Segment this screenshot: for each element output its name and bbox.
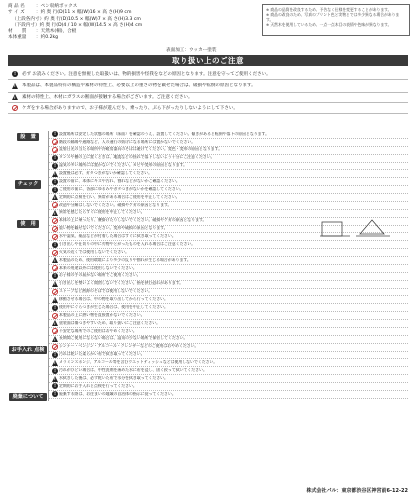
section-label — [8, 178, 48, 217]
prohibited-icon — [51, 344, 59, 350]
precaution-text: 使用中にぐらつきが生じた場合は、使用を中止してください。 — [59, 304, 168, 309]
warning-row — [8, 93, 408, 104]
precaution-text: 直射日光の当たる場所や冷暖房器具のそばは避けてください。変色・変形の原因となります。 — [59, 147, 223, 152]
precaution-text: 引き出しや仕切りの中に刃物やとがったものを入れる場合はご注意ください。 — [59, 241, 196, 246]
precaution-line — [49, 202, 408, 210]
precaution-text: 階段の踊場や通路など、人の通行の妨げになる場所には置かないでください。 — [59, 139, 196, 144]
precaution-section — [8, 131, 408, 178]
precaution-text: 設置の前に、本体にキズや汚れ、割れなどがないかご確認ください。 — [59, 178, 180, 183]
product-note-box — [262, 4, 410, 36]
precaution-line — [49, 163, 408, 171]
prohibited-icon — [51, 234, 59, 240]
prohibited-icon — [51, 266, 59, 272]
section-label — [8, 131, 48, 178]
section-tag: 使 用 — [17, 220, 39, 228]
precaution-line — [49, 273, 408, 281]
precaution-text: タンスや棚の上に置くときは、地震などの揺れで落下しないよう十分にご注意ください。 — [59, 155, 215, 160]
precaution-text: 重い物を載せないでください。変形や破損の原因となります。 — [59, 226, 168, 231]
precaution-line — [49, 352, 408, 360]
precaution-text: 設置後は必ず、ガタつきがないか確認してください。 — [59, 171, 153, 176]
precaution-line — [49, 241, 408, 249]
prohibited-icon — [51, 218, 59, 224]
section-tag: お手入れ 点検 — [9, 346, 48, 354]
precaution-section — [8, 344, 408, 391]
precaution-text: 汚れがひどい場合は、中性洗剤を薄めた水に布を浸し、固く絞って拭いてください。 — [59, 367, 207, 372]
precaution-line — [49, 281, 408, 289]
warning-text: 素材の特性上、木材にガラスの断面が接触する場合がございます。ご注意ください。 — [22, 95, 193, 101]
precaution-line — [49, 312, 408, 320]
spec-lower-size: （下段内寸） 約 奥 行(D)4 / 10 × 幅(W)14.5 × 高 さ(H)4 cm — [12, 22, 143, 28]
warning-row — [8, 80, 408, 93]
precaution-text: 定期的に点検を行い、異常がある場合はご使用を中止してください。 — [59, 194, 180, 199]
precaution-text: 水拭きした後は、必ず乾いた布で水分を拭き取ってください。 — [59, 375, 168, 380]
spec-finish: 表面加工：ウッカー塗装 — [166, 48, 217, 53]
precaution-section — [8, 178, 408, 217]
mandatory-icon: ! — [51, 187, 59, 193]
warning-text: 本製品は、本製品特有の構造や素材の特性上、必要以上の重さの物を載せた場合は、破損や転倒の原因となります。 — [22, 82, 256, 88]
section-label — [8, 344, 48, 391]
precaution-text: 水や湿気、薬品などが付着した場合はすぐに拭き取ってください。 — [59, 234, 176, 239]
section-body — [48, 131, 408, 178]
mandatory-icon: ! — [51, 392, 59, 398]
precaution-line — [49, 139, 408, 147]
prohibited-icon — [51, 203, 59, 209]
precaution-line — [49, 383, 408, 391]
precaution-text: ストーブなど熱源のそばでは使用しないでください。 — [59, 289, 153, 294]
precaution-line — [49, 147, 408, 155]
spec-material: 材 質 ：天然木(桐)，合板 — [8, 29, 77, 35]
precaution-text: 本製品の上に熱い物を直接置かないでください。 — [59, 312, 145, 317]
prohibited-icon — [51, 289, 59, 295]
spec-product-name: 商 品 名 ：ペン収納ボックス — [8, 4, 78, 9]
note-line: ※ 天然木を使用しているため、一点一点木目の表情や色味が異なります。 — [266, 22, 392, 28]
precaution-line — [49, 249, 408, 257]
mandatory-icon: ! — [51, 273, 59, 279]
mandatory-icon: ! — [51, 179, 59, 185]
precaution-line — [49, 359, 408, 367]
section-tag: 設 置 — [17, 133, 39, 141]
precaution-line — [49, 344, 408, 352]
precaution-sections — [8, 131, 408, 401]
section-tag: チェック — [15, 180, 42, 188]
precaution-line — [49, 304, 408, 312]
precaution-text: 塗装面は傷つきやすいため、取り扱いにご注意ください。 — [59, 320, 160, 325]
section-body — [48, 391, 408, 401]
precaution-line — [49, 391, 408, 399]
precaution-text: 火気の近くでは使用しないでください。 — [59, 249, 130, 254]
precaution-line — [49, 367, 408, 375]
prohibited-icon — [51, 250, 59, 256]
prohibited-icon — [51, 313, 59, 319]
caution-icon: ! — [51, 210, 59, 216]
general-warnings — [8, 69, 408, 114]
warning-row — [8, 103, 408, 114]
precaution-text: 引き出しを勢いよく開閉しないでください。指を挟む恐れがあります。 — [59, 281, 184, 286]
precaution-section — [8, 391, 408, 401]
mandatory-icon: ! — [51, 163, 59, 169]
section-tag: 廃棄について — [9, 393, 46, 401]
prohibited-icon — [51, 140, 59, 146]
caution-icon: ! — [51, 321, 59, 327]
spec-upper-size: （上段各内寸） 約 奥 行(D)10.5 × 幅(W)7 × 高 さ(H)3.3 cm — [12, 16, 141, 22]
prohibited-icon — [51, 329, 59, 335]
precaution-text: シンナー・ベンジン・アルコール・クレンザーなどのご使用はおやめください。 — [59, 344, 199, 349]
precaution-line — [49, 375, 408, 383]
caution-icon: ! — [51, 258, 59, 264]
mandatory-icon: ! — [51, 155, 59, 161]
spec-size: サ イ ズ ：約 奥 行(D)11 × 幅(W)16 × 高 さ(H)9 cm — [8, 10, 132, 16]
precaution-line — [49, 265, 408, 273]
section-body — [48, 344, 408, 391]
product-spec — [8, 4, 238, 53]
precaution-text: 本体の上に乗ったり、腰掛けたりしないでください。破損やケガの原因となります。 — [59, 218, 207, 223]
prohibited-icon — [51, 226, 59, 232]
precaution-text: 異常を感じたらすぐに使用を中止してください。 — [59, 210, 145, 215]
mandatory-icon: ! — [51, 368, 59, 374]
precaution-line — [49, 296, 408, 304]
caution-icon: ! — [10, 93, 20, 101]
caution-icon: ! — [51, 171, 59, 177]
precaution-line — [49, 194, 408, 202]
mandatory-icon: ! — [51, 352, 59, 358]
tipping-illustration — [320, 214, 402, 238]
mandatory-icon: ! — [51, 305, 59, 311]
precaution-line — [49, 336, 408, 344]
section-body — [48, 178, 408, 217]
caution-icon: ! — [51, 360, 59, 366]
precaution-line — [49, 178, 408, 186]
precaution-line — [49, 257, 408, 265]
precaution-text: ご使用の前に、各部にゆるみやガタつきがないかを確認してください。 — [59, 186, 184, 191]
caution-icon: ! — [51, 195, 59, 201]
caution-icon: ! — [51, 336, 59, 342]
precaution-line — [49, 289, 408, 297]
precaution-line — [49, 155, 408, 163]
precaution-line — [49, 186, 408, 194]
precaution-line — [49, 131, 408, 139]
precaution-text: 本来の用途以外には使用しないでください。 — [59, 265, 137, 270]
warning-text: 必ず お読みください。注意を無視した取扱いは、物的損害や怪我をなどの原因となります。注意を守ってご使用ください。 — [22, 71, 271, 77]
precaution-text: 定期的にお手入れと点検を行ってください。 — [59, 383, 137, 388]
precaution-text: 湿気の多い場所には置かないでください。カビや変形の原因となります。 — [59, 163, 188, 168]
caution-icon: ! — [51, 281, 59, 287]
caution-icon: ! — [51, 376, 59, 382]
precaution-text: お子様の手の届かない場所でご使用ください。 — [59, 273, 141, 278]
section-label — [8, 391, 48, 401]
page-title: 取り扱い上のご注意 — [8, 55, 408, 66]
mandatory-icon: ! — [51, 242, 59, 248]
precaution-text: 改造や分解はしないでください。破損やケガの原因となります。 — [59, 202, 172, 207]
mandatory-icon: ! — [51, 132, 59, 138]
precaution-text: 汚れは乾いた柔らかい布で拭き取ってください。 — [59, 352, 145, 357]
precaution-text: 廃棄する際は、お住まいの地域の自治体の指示に従ってください。 — [59, 391, 176, 396]
spec-weight: 本体重量 ：約0.2kg — [8, 35, 59, 41]
precaution-text: 長期間ご使用にならない場合は、湿気の少ない場所で保管してください。 — [59, 336, 188, 341]
prohibited-icon — [10, 104, 20, 112]
precaution-line — [49, 320, 408, 328]
prohibited-icon — [51, 147, 59, 153]
precaution-text: 木製品のため、使用環境により多少の反りや割れが生じる場合があります。 — [59, 257, 191, 262]
warning-row — [8, 69, 408, 80]
section-label — [8, 218, 48, 344]
warning-text: ケガをする場合がありますので、お子様が遊んだり、乗ったり、ぶら下がったりしないようにして下さい。 — [22, 105, 238, 111]
mandatory-icon: ! — [51, 384, 59, 390]
caution-icon: ! — [10, 82, 20, 90]
precaution-line — [49, 328, 408, 336]
caution-icon: ! — [51, 297, 59, 303]
company-footer: 株式会社パル：東京都渋谷区神宮前6-12-22 — [306, 488, 408, 494]
precaution-line — [49, 170, 408, 178]
precaution-text: 設置場所は安定した状態の場所（床面）を確認のうえ、設置してください。傾きがあると転倒や落下の原因となります。 — [59, 131, 270, 136]
precaution-text: 不安定な場所でのご使用はおやめください。 — [59, 328, 137, 333]
note-line: ※ 商品の品質を改良するため、予告なく仕様を変更することがあります。 — [266, 6, 392, 12]
note-line: ※ 商品の改良のため、写真のプリント色と実物とでは多少異なる場合があります。 — [266, 11, 400, 22]
mandatory-icon: ! — [10, 70, 20, 78]
precaution-text: 移動させる場合は、中の物を取り出してから行ってください。 — [59, 297, 168, 302]
precaution-text: メラミンスポンジ、アルコール等を含むウエットティッシュなどは使用しないでください。 — [59, 360, 218, 365]
